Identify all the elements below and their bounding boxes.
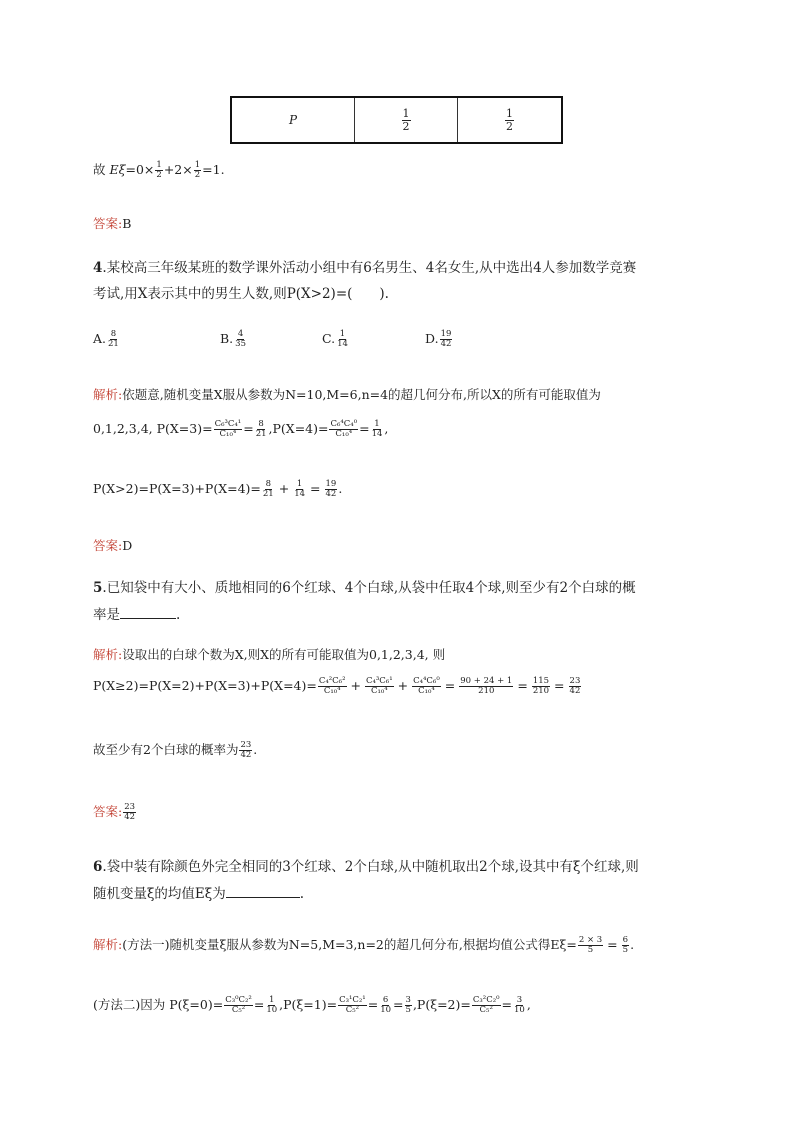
q4-answer: 答案:D [93, 538, 133, 553]
q5-jiexi-line1: 解析:设取出的白球个数为X,则X的所有可能取值为0,1,2,3,4, 则 [93, 647, 446, 662]
q4-stem-line2: 考试,用X表示其中的男生人数,则P(X>2)=( ). [93, 286, 389, 302]
q5-answer: 答案: $\frac{23}{42}$ [93, 802, 136, 822]
q4-option-b: B. $\frac{4}{35}$ [220, 329, 246, 349]
q6-stem-line2: 随机变量ξ的均值Eξ为 . [93, 886, 305, 902]
q5-formula: P(X≥2)=P(X=2)+P(X=3)+P(X=4)= $\frac{\text{C₄²C₆²}}{\text{C₁₀⁴}}$ + $\frac{\text{C₄³C₆¹}}{\text{C₁₀⁴}}$ + $\frac{\text{C₄⁴C₆⁰}}{\text{C₁₀⁴}}$ = $\frac{90 + 24 + 1}{210}$ = $\frac{115}{210}$ = $\frac{23}{42}$ [93, 676, 581, 696]
table-label-cell: P [231, 97, 355, 143]
q5-conclusion: 故至少有2个白球的概率为 $\frac{23}{42}$ . [93, 740, 258, 760]
q5-stem-line2: 率是 . [93, 607, 181, 623]
q6-stem-line1: 6.袋中装有除颜色外完全相同的3个红球、2个白球,从中随机取出2个球,设其中有ξ个红球,则 [93, 859, 639, 875]
table-cell: $\frac{1}{2}$ [355, 97, 458, 143]
q4-stem-line1: 4.某校高三年级某班的数学课外活动小组中有6名男生、4名女生,从中选出4人参加数学竞赛 [93, 260, 637, 276]
q5-answer-blank [120, 606, 176, 619]
q4-option-c: C. $\frac{1}{14}$ [322, 329, 348, 349]
q4-jiexi-line2: 0,1,2,3,4, P(X=3)= $\frac{\text{C₆³C₄¹}}{\text{C₁₀⁴}}$ = $\frac{8}{21}$ ,P(X=4)= $\frac{\text{C₆⁴C₄⁰}}{\text{C₁₀⁴}}$ = $\frac{1}{14}$ , [93, 419, 389, 439]
q4-option-d: D. $\frac{19}{42}$ [425, 329, 452, 349]
q3-answer: 答案:B [93, 216, 132, 231]
q6-answer-blank [226, 885, 300, 898]
distribution-table [230, 96, 563, 144]
q5-stem-line1: 5.已知袋中有大小、质地相同的6个红球、4个白球,从袋中任取4个球,则至少有2个白球的概 [93, 580, 636, 596]
table-row [231, 97, 562, 143]
q4-sum-line: P(X>2)=P(X=3)+P(X=4)= $\frac{8}{21}$ + $\frac{1}{14}$ = $\frac{19}{42}$ . [93, 479, 343, 499]
table-cell: $\frac{1}{2}$ [458, 97, 563, 143]
expectation-line: 故 Eξ=0× $\frac{1}{2}$ +2× $\frac{1}{2}$ =1. [93, 160, 225, 180]
q4-option-a: A. $\frac{8}{21}$ [93, 329, 119, 349]
q4-jiexi-line1: 解析:依题意,随机变量X服从参数为N=10,M=6,n=4的超几何分布,所以X的所有可能取值为 [93, 387, 601, 402]
q6-method1: 解析:(方法一)随机变量ξ服从参数为N=5,M=3,n=2的超几何分布,根据均值公式得Eξ= $\frac{2 \times 3}{5}$ = $\frac{6}{5}$ . [93, 935, 635, 955]
q6-method2: (方法二)因为 P(ξ=0)= $\frac{\text{C₃⁰C₂²}}{\text{C₅²}}$ = $\frac{1}{10}$ ,P(ξ=1)= $\frac{\text{C₃¹C₂¹}}{\text{C₅²}}$ = $\frac{6}{10}$ = $\frac{3}{5}$ ,P(ξ=2)= $\frac{\text{C₃²C₂⁰}}{\text{C₅²}}$ = $\frac{3}{10}$ , [93, 995, 531, 1015]
